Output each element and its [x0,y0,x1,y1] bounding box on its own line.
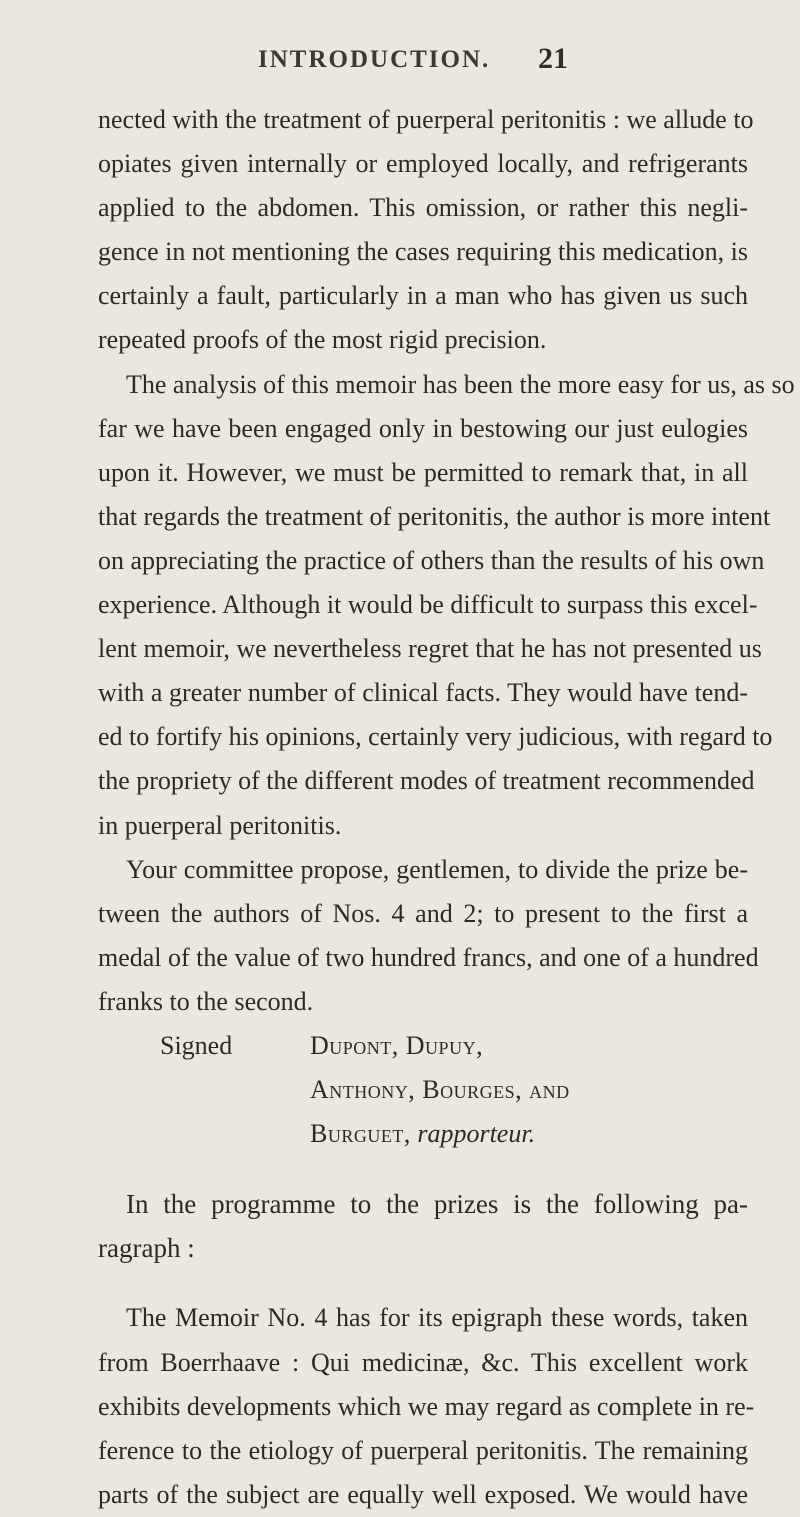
text-line: that regards the treatment of peritonitis, the author is more intent [98,501,771,531]
signature-line [98,1068,748,1112]
programme-line: In the programme to the prizes is the following pa- [126,1189,748,1220]
text-line: ference to the etiology of puerperal peritonitis. The remaining [98,1435,748,1465]
text-line: The Memoir No. 4 has for its epigraph these words, taken [126,1303,748,1333]
running-title: INTRODUCTION. [258,46,491,73]
text-line: exhibits developments which we may regard as complete in re- [98,1391,755,1421]
signatory-names: Dupont, Dupuy, [310,1030,484,1060]
text-line: opiates given internally or employed locally, and refrigerants [98,149,748,179]
text-line: parts of the subject are equally well exposed. We would have [98,1479,748,1509]
signature-label: Signed [160,1030,233,1060]
rapporteur [310,1112,535,1156]
text-line: ed to fortify his opinions, certainly very judicious, with regard to [98,722,773,752]
text-line: certainly a fault, particularly in a man who has given us such [98,281,748,311]
text-line: The analysis of this memoir has been the more easy for us, as so [126,369,795,399]
signature-line [98,1024,748,1068]
text-line: Your committee propose, gentlemen, to divide the prize be- [126,854,748,884]
text-line: gence in not mentioning the cases requiring this medication, is [98,237,748,267]
text-line: lent memoir, we nevertheless regret that he has not presented us [98,634,762,664]
text-line: repeated proofs of the most rigid precision. [98,325,547,355]
page-header [0,42,800,78]
text-line: tween the authors of Nos. 4 and 2; to present to the first a [98,898,748,928]
text-line: medal of the value of two hundred francs, and one of a hundred [98,942,759,972]
rapporteur-name: Burguet, [310,1119,411,1149]
signatory-names: Anthony, Bourges, and [310,1075,570,1105]
text-line: upon it. However, we must be permitted to remark that, in all [98,457,748,487]
text-line: franks to the second. [98,986,314,1016]
text-line: on appreciating the practice of others than the results of his own [98,545,765,575]
rapporteur-role: rapporteur. [417,1119,536,1149]
text-line: the propriety of the different modes of treatment recommended [98,766,755,796]
page-body [98,98,795,1517]
page-number: 21 [538,42,568,75]
programme-line: ragraph : [98,1233,195,1264]
text-line: in puerperal peritonitis. [98,810,342,840]
text-line: with a greater number of clinical facts. They would have tend- [98,678,748,708]
text-line: experience. Although it would be difficult to surpass this excel- [98,590,758,620]
text-line: from Boerrhaave : Qui medicinæ, &c. This excellent work [98,1347,748,1377]
signature-line [98,1112,748,1156]
text-line: applied to the abdomen. This omission, or rather this negli- [98,193,748,223]
text-line: far we have been engaged only in bestowing our just eulogies [98,413,748,443]
text-line: nected with the treatment of puerperal peritonitis : we allude to [98,105,754,134]
